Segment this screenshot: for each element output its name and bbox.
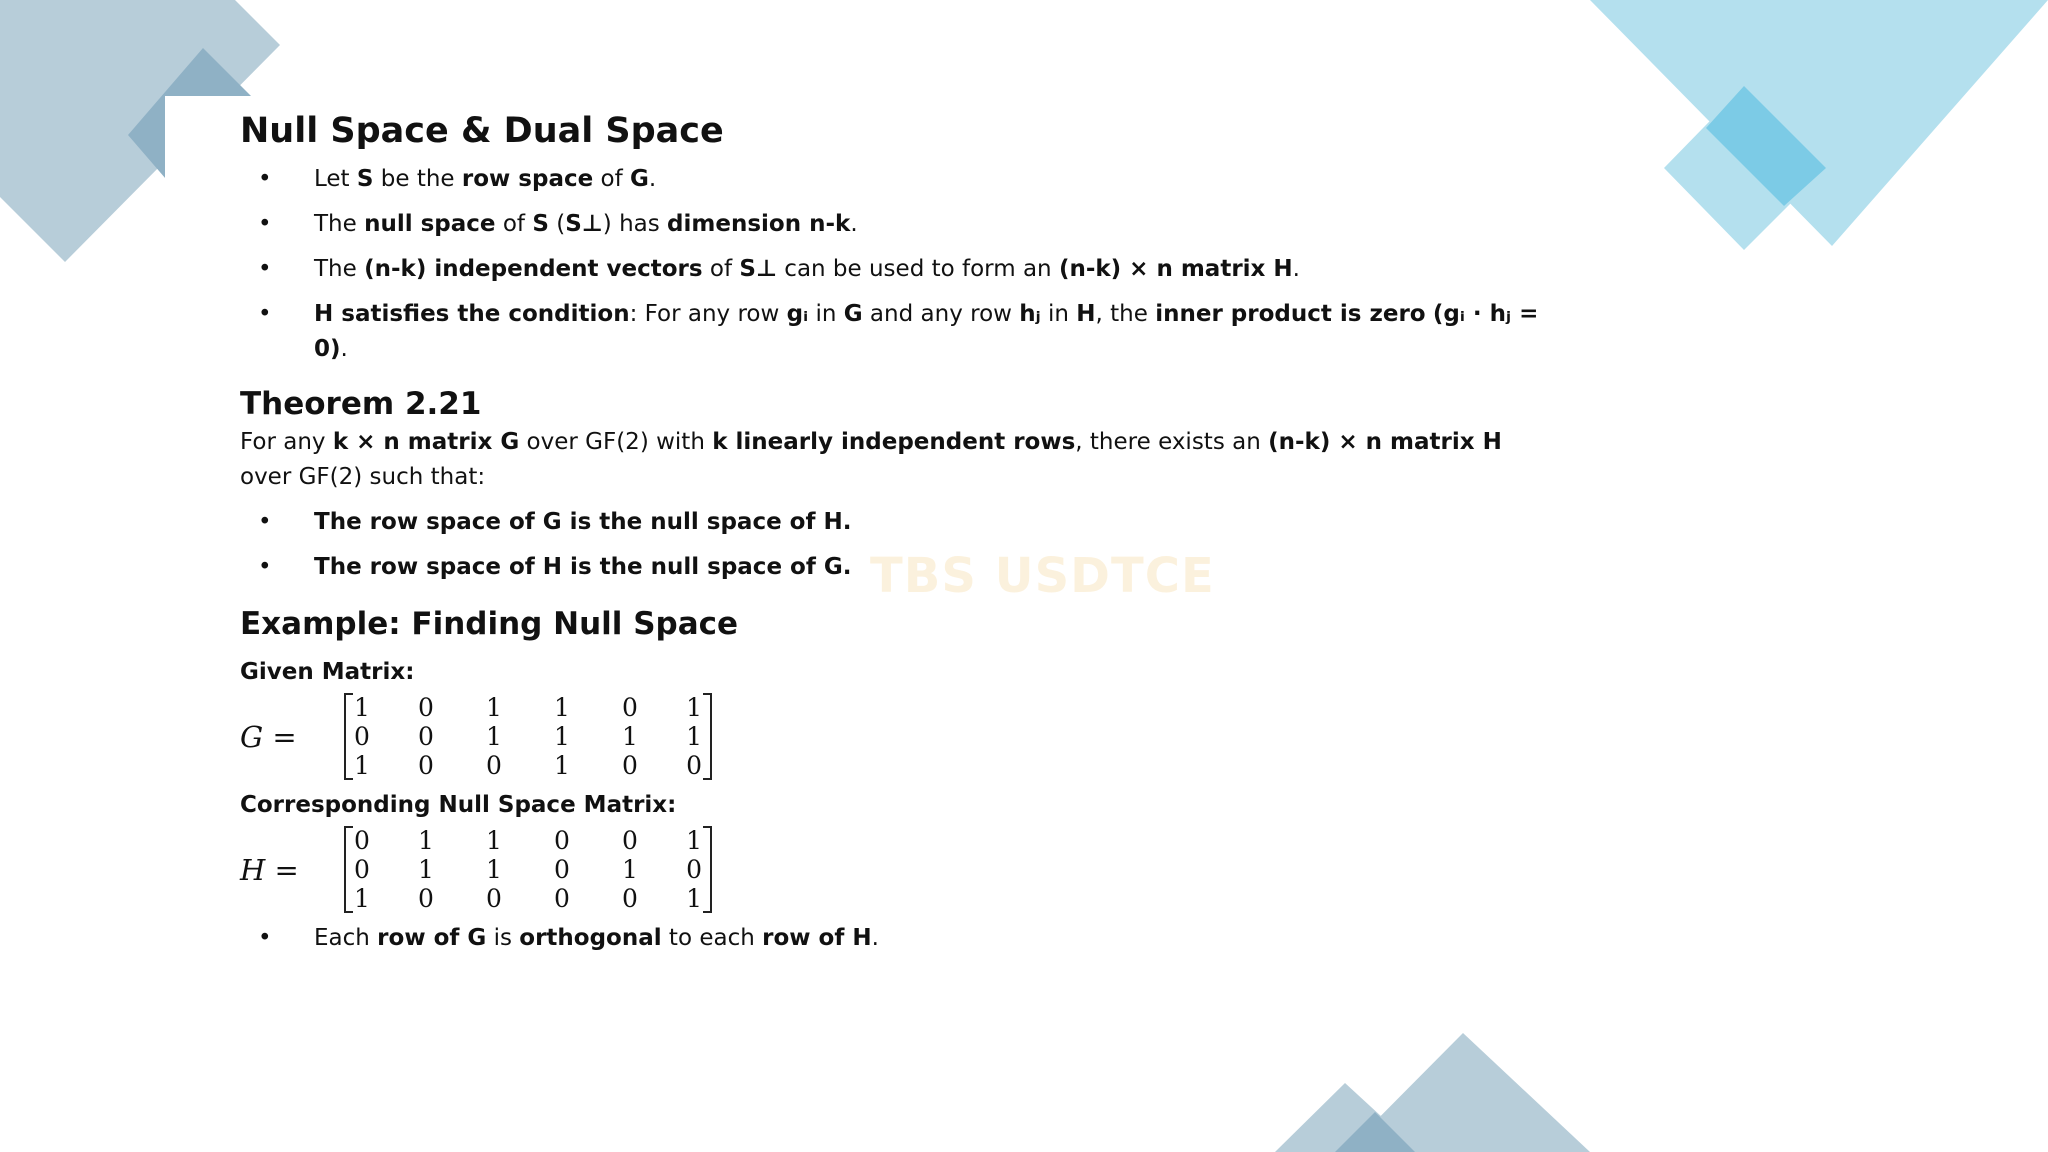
watermark: TBS USDTCE	[870, 548, 1215, 604]
bold-text: dimension n-k	[667, 211, 851, 237]
bold-text: (n-k) independent vectors	[364, 256, 703, 282]
bold-text: k × n matrix G	[332, 429, 520, 455]
right-bracket	[703, 826, 712, 913]
text-segment: over GF(2) with	[519, 429, 713, 455]
matrix-cell: 1	[622, 855, 638, 884]
slide-content	[240, 108, 1540, 956]
matrix-cell: 1	[486, 855, 502, 884]
bold-text: hⱼ	[1019, 301, 1041, 327]
text-segment: ) has	[602, 211, 668, 237]
matrix-cell: 0	[622, 826, 638, 855]
matrix-cell: 1	[554, 722, 570, 751]
bold-text: (gᵢ · hⱼ = 0)	[314, 301, 1539, 362]
left-bracket	[344, 693, 353, 780]
text-segment: over GF(2) such that:	[240, 464, 486, 490]
example-heading: Example: Finding Null Space	[240, 606, 739, 642]
text-segment: to each	[661, 925, 763, 951]
bold-text: S⊥	[565, 211, 603, 237]
text-segment: For any	[240, 429, 333, 455]
bold-text: G	[630, 166, 649, 192]
bold-text: S⊥	[739, 256, 777, 282]
bold-text: orthogonal	[519, 925, 662, 951]
g-matrix	[344, 693, 712, 780]
bold-text: H satisfies the condition	[314, 301, 630, 327]
matrix-row	[354, 751, 702, 780]
h-equation	[240, 826, 1540, 913]
slide-title: Null Space & Dual Space	[240, 111, 724, 151]
matrix-cell: 0	[554, 826, 570, 855]
bold-text: G	[843, 301, 863, 327]
matrix-cell: 0	[622, 884, 638, 913]
g-matrix-table	[354, 693, 702, 780]
text-segment: in	[1040, 301, 1077, 327]
text-segment: .	[871, 925, 879, 951]
matrix-cell: 0	[554, 855, 570, 884]
bold-text: The row space of H is the null space of G.	[314, 554, 852, 580]
matrix-cell: 0	[418, 722, 434, 751]
matrix-cell: 0	[418, 751, 434, 780]
text-segment	[1426, 301, 1433, 327]
intro-bullet	[240, 207, 1540, 242]
text-segment: : For any row	[629, 301, 787, 327]
matrix-cell: 0	[354, 722, 370, 751]
text-segment: .	[850, 211, 858, 237]
text-segment: , there exists an	[1075, 429, 1269, 455]
bold-text: The row space of G is the null space of H.	[314, 509, 852, 535]
final-bullet	[240, 921, 1540, 956]
matrix-row	[354, 722, 702, 751]
h-matrix	[344, 826, 712, 913]
left-bracket	[344, 826, 353, 913]
text-segment: The	[314, 211, 365, 237]
bold-text: inner product is zero	[1155, 301, 1426, 327]
matrix-cell: 0	[486, 884, 502, 913]
matrix-cell: 1	[486, 826, 502, 855]
matrix-cell: 0	[486, 751, 502, 780]
matrix-row	[354, 855, 702, 884]
bold-text: k linearly independent rows	[712, 429, 1076, 455]
matrix-cell: 1	[686, 722, 702, 751]
right-bracket	[703, 693, 712, 780]
text-segment: (	[548, 211, 566, 237]
matrix-cell: 1	[554, 693, 570, 722]
matrix-cell: 0	[554, 884, 570, 913]
text-segment: Let	[314, 166, 357, 192]
text-segment: in	[808, 301, 844, 327]
text-segment: of	[702, 256, 740, 282]
matrix-row	[354, 826, 702, 855]
matrix-cell: 1	[354, 751, 370, 780]
theorem-text	[240, 425, 1540, 495]
matrix-cell: 0	[622, 693, 638, 722]
text-segment: .	[648, 166, 657, 192]
matrix-cell: 1	[554, 751, 570, 780]
matrix-cell: 1	[686, 826, 702, 855]
matrix-cell: 1	[622, 722, 638, 751]
deco-shape-top-right-large	[1572, 0, 2048, 246]
matrix-cell: 0	[354, 855, 370, 884]
intro-bullet	[240, 252, 1540, 287]
matrix-cell: 0	[686, 855, 702, 884]
text-segment: .	[1292, 256, 1300, 282]
h-matrix-table	[354, 826, 702, 913]
bold-text: H	[1076, 301, 1096, 327]
theorem-bullet	[240, 505, 1540, 540]
matrix-cell: 1	[686, 884, 702, 913]
matrix-row	[354, 693, 702, 722]
text-segment: is	[486, 925, 520, 951]
text-segment: and any row	[862, 301, 1020, 327]
intro-bullet	[240, 297, 1540, 367]
matrix-cell: 0	[622, 751, 638, 780]
g-equation	[240, 693, 1540, 780]
matrix-cell: 1	[486, 722, 502, 751]
matrix-cell: 1	[418, 855, 434, 884]
h-equation-lhs: H =	[240, 852, 299, 887]
matrix-cell: 0	[354, 826, 370, 855]
matrix-cell: 1	[686, 693, 702, 722]
text-segment: The	[314, 256, 365, 282]
theorem-heading: Theorem 2.21	[240, 386, 482, 422]
matrix-cell: 0	[686, 751, 702, 780]
matrix-row	[354, 884, 702, 913]
bold-text: S	[532, 211, 549, 237]
text-segment: , the	[1095, 301, 1156, 327]
matrix-cell: 1	[354, 693, 370, 722]
null-space-matrix-label: Corresponding Null Space Matrix:	[240, 792, 677, 818]
bold-text: S	[356, 166, 374, 192]
bold-text: row of G	[377, 925, 487, 951]
text-segment: Each	[314, 925, 378, 951]
intro-bullet	[240, 162, 1540, 197]
bold-text: (n-k) × n matrix H	[1058, 256, 1293, 282]
matrix-cell: 1	[418, 826, 434, 855]
matrix-cell: 0	[418, 884, 434, 913]
matrix-cell: 1	[354, 884, 370, 913]
intro-bullet-list	[240, 162, 1540, 367]
g-equation-lhs: G =	[240, 719, 297, 754]
matrix-cell: 0	[418, 693, 434, 722]
bold-text: row space	[461, 166, 594, 192]
matrix-cell: 1	[486, 693, 502, 722]
bold-text: gᵢ	[786, 301, 809, 327]
bold-text: (n-k) × n matrix H	[1268, 429, 1502, 455]
text-segment: .	[340, 336, 348, 362]
final-bullet-list	[240, 921, 1540, 956]
bold-text: null space	[364, 211, 496, 237]
text-segment: can be used to form an	[776, 256, 1059, 282]
text-segment: of	[495, 211, 533, 237]
text-segment: of	[593, 166, 631, 192]
bold-text: row of H	[762, 925, 872, 951]
text-segment: be the	[373, 166, 462, 192]
given-matrix-label: Given Matrix:	[240, 659, 415, 685]
